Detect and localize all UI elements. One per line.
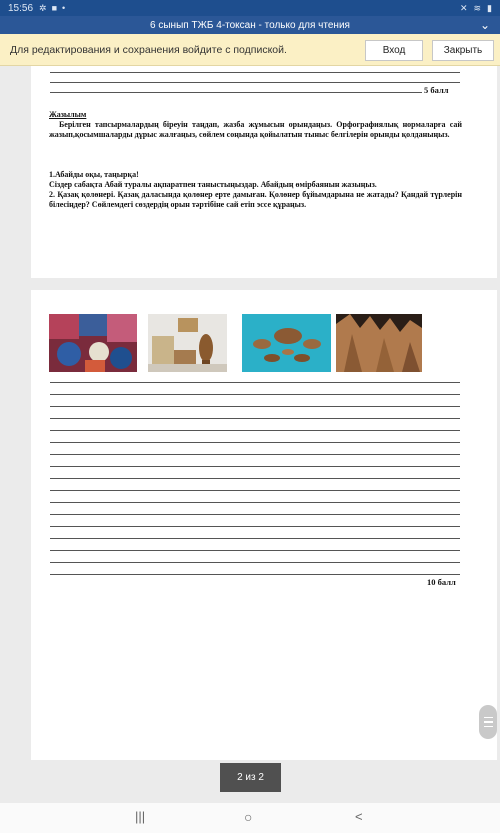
home-icon[interactable]: ○ [244,809,253,825]
answer-line [50,550,460,551]
subscription-notice [0,34,500,66]
scroll-handle[interactable] [479,705,497,739]
status-bar [0,0,500,16]
answer-line [50,406,460,407]
answer-line [50,72,460,73]
answer-line [50,514,460,515]
notice-text: Для редактирования и сохранения войдите с подпиской. [10,43,287,56]
section-title: Жазылым [49,110,87,119]
notification-dot-icon: • [62,3,66,13]
gamepad-icon: ■ [51,3,58,13]
task1-title: 1.Абайды оқы, таңырқа! [49,170,139,179]
writing-section [49,110,462,140]
document-title-bar [0,16,500,34]
task-list [49,170,462,210]
answer-line [50,382,460,383]
task1-text: Сіздер сабақта Абай туралы ақпаратпен таныстыңыздар. Абайдың өмірбаянын жазыңыз. [49,180,377,189]
crafts-photo-carving [336,314,422,372]
answer-line [50,466,460,467]
answer-line [50,478,460,479]
answer-line [50,490,460,491]
crafts-photo-bowls [242,314,331,372]
crafts-photo-wood [148,314,227,372]
answer-line [50,574,460,575]
answer-line [50,538,460,539]
answer-line [50,502,460,503]
page-indicator: 2 из 2 [220,763,281,792]
system-navigation-bar [0,803,500,833]
close-button[interactable]: Закрыть [432,40,494,61]
answer-line [50,430,460,431]
crafts-photo-textiles [49,314,137,372]
wifi-icon: ≋ [473,2,482,13]
settings-icon: ✲ [39,2,47,13]
login-button[interactable]: Вход [365,40,423,61]
page2-score: 10 балл [427,577,456,587]
task2-text: 2. Қазақ қолөнері. Қазақ даласында қолөнер ерте дамыған. Қолөнер бұйымдарына не жатады? Қандай түрлерін білесіңдер? Сөйлемдегі сөздердің орын тәртібіне сай етіп эссе құраңыз. [49,190,462,209]
status-time: 15:56 [8,2,34,14]
battery-icon: ▮ [487,2,492,13]
answer-line [50,82,460,83]
section-instruction: Берілген тапсырмалардың біреуін таңдап, жазба жұмысын орындаңыз. Орфографиялық нормаларға сай жазып,қосымшаларды дұрыс жалғаңыз, сөйлем соңында қойылатын тыныс белгілерін орынды қолданыңыз. [49,120,462,139]
answer-line [50,442,460,443]
answer-line [50,562,460,563]
answer-line [50,454,460,455]
chevron-down-icon[interactable]: ⌄ [479,18,490,32]
document-title: 6 сынып ТЖБ 4-токсан - только для чтения [150,19,350,31]
answer-line [50,92,422,93]
page1-score: 5 балл [424,85,449,95]
answer-line [50,526,460,527]
answer-line [50,394,460,395]
back-icon[interactable]: < [355,809,363,824]
mute-icon: ✕ [459,2,468,13]
recent-apps-icon[interactable]: ||| [135,809,146,824]
answer-line [50,418,460,419]
